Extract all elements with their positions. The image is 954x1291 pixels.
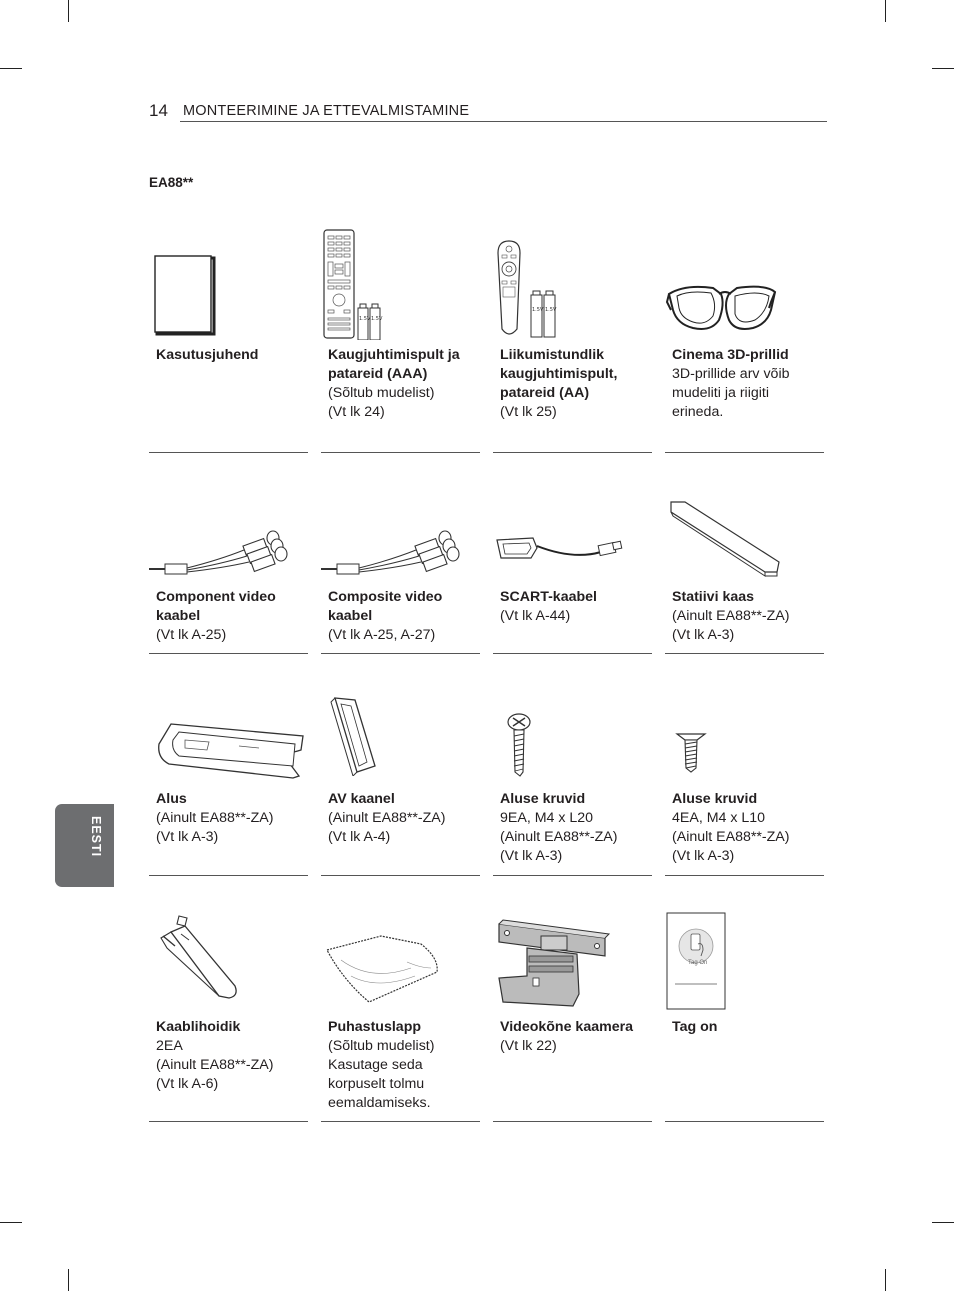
av-cover-icon (321, 696, 480, 776)
item-desc: (Ainult EA88**-ZA) (Vt lk A-4) (328, 810, 446, 845)
svg-text:1.5V: 1.5V (545, 307, 557, 313)
item-name: AV kaanel (328, 791, 395, 807)
crop-mark (0, 1222, 22, 1223)
item-name: SCART-kaabel (500, 589, 597, 605)
video-camera-icon (493, 918, 652, 1010)
item-desc: 2EA (Ainult EA88**-ZA) (Vt lk A-6) (156, 1038, 274, 1092)
header-divider (180, 121, 827, 122)
item-name: Aluse kruvid (672, 791, 758, 807)
crop-mark (932, 1222, 954, 1223)
crop-mark (68, 0, 69, 22)
item-long-screw (493, 680, 652, 876)
tag-on-label: Tag On (688, 960, 708, 966)
manual-icon (149, 252, 308, 337)
component-cable-icon (149, 524, 308, 584)
item-desc: (Vt lk 25) (500, 404, 557, 420)
crop-mark (885, 0, 886, 22)
item-short-screw (665, 680, 824, 876)
item-component-cable (149, 480, 308, 654)
cleaning-cloth-icon (321, 932, 480, 1007)
item-name: Component video kaabel (156, 589, 276, 624)
item-desc: (Ainult EA88**-ZA) (Vt lk A-3) (156, 810, 274, 845)
item-name: Kaablihoidik (156, 1019, 241, 1035)
item-name: Alus (156, 791, 187, 807)
language-tab-label: EESTI (89, 816, 103, 858)
item-stand-base (149, 680, 308, 876)
page-title: MONTEERIMINE JA ETTEVALMISTAMINE (183, 103, 470, 119)
item-name: Cinema 3D-prillid (672, 347, 789, 363)
language-tab (55, 804, 114, 887)
item-name: Statiivi kaas (672, 589, 755, 605)
crop-mark (68, 1269, 69, 1291)
item-manual (149, 225, 308, 453)
stand-cover-icon (665, 500, 824, 580)
item-desc: 4EA, M4 x L10 (Ainult EA88**-ZA) (Vt lk A-3) (672, 810, 790, 864)
long-screw-icon (493, 712, 652, 778)
item-desc: (Sõltub mudelist) (Vt lk 24) (328, 385, 435, 420)
scart-cable-icon (493, 530, 652, 570)
item-desc: (Vt lk A-44) (500, 608, 571, 624)
remote-control-icon (321, 228, 480, 340)
item-name: Tag on (672, 1019, 718, 1035)
svg-text:1.5V: 1.5V (532, 307, 544, 313)
short-screw-icon (665, 732, 824, 776)
item-name: Kasutusjuhend (156, 347, 259, 363)
item-3d-glasses (665, 225, 824, 453)
item-desc: 9EA, M4 x L20 (Ainult EA88**-ZA) (Vt lk A-3) (500, 810, 618, 864)
item-av-cover (321, 680, 480, 876)
model-label: EA88** (149, 175, 194, 190)
item-desc: (Vt lk A-25, A-27) (328, 627, 436, 643)
page-number: 14 (149, 101, 168, 120)
item-cleaning-cloth (321, 902, 480, 1122)
item-name: Videokõne kaamera (500, 1019, 634, 1035)
tag-on-icon (665, 912, 824, 1012)
item-composite-cable (321, 480, 480, 654)
crop-mark (885, 1269, 886, 1291)
stand-base-icon (149, 720, 308, 780)
item-name: Liikumistundlik kaugjuhtimispult, patareid (AA) (500, 347, 618, 401)
svg-text:1.5V: 1.5V (359, 316, 371, 322)
item-tag-on (665, 902, 824, 1122)
item-desc: (Vt lk A-25) (156, 627, 227, 643)
item-desc: (Ainult EA88**-ZA) (Vt lk A-3) (672, 608, 790, 643)
crop-mark (932, 68, 954, 69)
item-name: Composite video kaabel (328, 589, 443, 624)
item-desc: 3D-prillide arv võib mudeliti ja riigiti erineda. (672, 366, 790, 420)
item-desc: (Sõltub mudelist) Kasutage seda korpuselt tolmu eemaldamiseks. (328, 1038, 435, 1111)
item-name: Aluse kruvid (500, 791, 586, 807)
item-video-camera (493, 902, 652, 1122)
item-name: Puhastuslapp (328, 1019, 422, 1035)
3d-glasses-icon (665, 280, 824, 340)
item-cable-holder (149, 902, 308, 1122)
item-desc: (Vt lk 22) (500, 1038, 557, 1054)
crop-mark (0, 68, 22, 69)
composite-cable-icon (321, 524, 480, 584)
cable-holder-icon (149, 912, 308, 1004)
item-scart-cable (493, 480, 652, 654)
item-stand-cover (665, 480, 824, 654)
item-name: Kaugjuhtimispult ja patareid (AAA) (328, 347, 460, 382)
item-magic-remote (493, 225, 652, 453)
magic-remote-icon (493, 239, 652, 339)
item-remote (321, 225, 480, 453)
svg-text:1.5V: 1.5V (371, 316, 383, 322)
